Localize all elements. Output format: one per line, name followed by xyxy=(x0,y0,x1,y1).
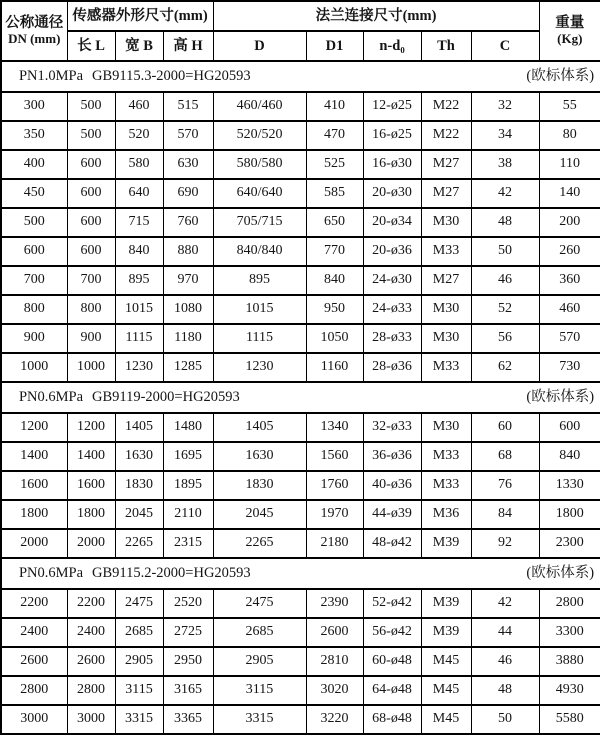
table-cell: 570 xyxy=(163,121,213,150)
table-cell: M22 xyxy=(421,121,471,150)
table-cell: 640/640 xyxy=(213,179,306,208)
table-cell: 4930 xyxy=(539,676,600,705)
table-cell: 56-ø42 xyxy=(363,618,421,647)
table-cell: 80 xyxy=(539,121,600,150)
table-cell: 1800 xyxy=(539,500,600,529)
table-cell: 3220 xyxy=(306,705,363,734)
table-cell: 525 xyxy=(306,150,363,179)
table-row xyxy=(1,237,600,266)
table-cell: 2475 xyxy=(115,589,163,618)
table-cell: M39 xyxy=(421,589,471,618)
table-cell: 2685 xyxy=(213,618,306,647)
table-cell: 38 xyxy=(471,150,539,179)
table-cell: 1200 xyxy=(1,413,67,442)
table-cell: 715 xyxy=(115,208,163,237)
table-cell: 730 xyxy=(539,353,600,382)
table-cell: 20-ø36 xyxy=(363,237,421,266)
table-cell: 5580 xyxy=(539,705,600,734)
table-cell: 1830 xyxy=(115,471,163,500)
table-row xyxy=(1,589,600,618)
table-cell: 1160 xyxy=(306,353,363,382)
subheader-cell-1: 宽 B xyxy=(115,31,163,61)
table-cell: 1000 xyxy=(67,353,115,382)
table-cell: 2000 xyxy=(1,529,67,558)
table-cell: 800 xyxy=(1,295,67,324)
table-cell: 1115 xyxy=(115,324,163,353)
pressure-rating-label: PN1.0MPa xyxy=(18,68,84,85)
table-cell: 500 xyxy=(67,121,115,150)
table-cell: 42 xyxy=(471,179,539,208)
table-row xyxy=(1,529,600,558)
table-cell: 2685 xyxy=(115,618,163,647)
table-cell: 470 xyxy=(306,121,363,150)
table-cell: 3300 xyxy=(539,618,600,647)
table-cell: 450 xyxy=(1,179,67,208)
table-cell: 140 xyxy=(539,179,600,208)
section-header-cell xyxy=(1,558,600,589)
table-cell: 2725 xyxy=(163,618,213,647)
table-cell: 360 xyxy=(539,266,600,295)
table-cell: 3165 xyxy=(163,676,213,705)
table-cell: 2520 xyxy=(163,589,213,618)
table-cell: 580/580 xyxy=(213,150,306,179)
table-cell: 350 xyxy=(1,121,67,150)
table-cell: 840 xyxy=(306,266,363,295)
section-header-content xyxy=(2,565,600,582)
table-cell: 1400 xyxy=(1,442,67,471)
table-cell: M33 xyxy=(421,442,471,471)
table-cell: 1630 xyxy=(213,442,306,471)
table-cell: 12-ø25 xyxy=(363,92,421,121)
table-cell: 1895 xyxy=(163,471,213,500)
table-cell: M27 xyxy=(421,179,471,208)
table-cell: 410 xyxy=(306,92,363,121)
table-cell: 20-ø34 xyxy=(363,208,421,237)
table-cell: 62 xyxy=(471,353,539,382)
table-cell: 46 xyxy=(471,266,539,295)
table-cell: 2600 xyxy=(306,618,363,647)
table-row xyxy=(1,471,600,500)
header-flange-dimensions-group: 法兰连接尺寸(mm) xyxy=(213,1,539,31)
table-cell: 1800 xyxy=(67,500,115,529)
table-cell: 1230 xyxy=(115,353,163,382)
table-cell: 110 xyxy=(539,150,600,179)
section-header-row-2 xyxy=(1,558,600,589)
table-cell: 840 xyxy=(115,237,163,266)
table-cell: 3115 xyxy=(213,676,306,705)
table-cell: 200 xyxy=(539,208,600,237)
subheader-cell-3: D xyxy=(213,31,306,61)
table-cell: 3315 xyxy=(115,705,163,734)
table-cell: 46 xyxy=(471,647,539,676)
standard-code-label: GB9115.3-2000=HG20593 xyxy=(92,68,251,85)
table-cell: 1970 xyxy=(306,500,363,529)
table-cell: 700 xyxy=(1,266,67,295)
table-cell: 50 xyxy=(471,237,539,266)
table-cell: 1630 xyxy=(115,442,163,471)
table-cell: 1080 xyxy=(163,295,213,324)
section-header-row-1 xyxy=(1,382,600,413)
table-cell: 460 xyxy=(539,295,600,324)
table-cell: 1015 xyxy=(213,295,306,324)
table-cell: 500 xyxy=(1,208,67,237)
table-cell: 84 xyxy=(471,500,539,529)
table-cell: 1015 xyxy=(115,295,163,324)
subheader-cell-4: D1 xyxy=(306,31,363,61)
table-cell: M36 xyxy=(421,500,471,529)
table-cell: 2200 xyxy=(1,589,67,618)
table-cell: 500 xyxy=(67,92,115,121)
section-header-cell xyxy=(1,61,600,92)
table-cell: 520 xyxy=(115,121,163,150)
table-row xyxy=(1,208,600,237)
table-cell: 56 xyxy=(471,324,539,353)
table-row xyxy=(1,676,600,705)
table-cell: 24-ø30 xyxy=(363,266,421,295)
table-cell: 760 xyxy=(163,208,213,237)
dn-title: 公称通径 xyxy=(5,15,64,32)
table-cell: 2400 xyxy=(1,618,67,647)
subheader-cell-0: 长 L xyxy=(67,31,115,61)
table-cell: 600 xyxy=(1,237,67,266)
table-cell: 2475 xyxy=(213,589,306,618)
table-row xyxy=(1,150,600,179)
table-cell: 55 xyxy=(539,92,600,121)
table-cell: 1405 xyxy=(115,413,163,442)
table-cell: M33 xyxy=(421,237,471,266)
table-cell: 2800 xyxy=(539,589,600,618)
table-cell: 16-ø25 xyxy=(363,121,421,150)
table-cell: 2950 xyxy=(163,647,213,676)
table-cell: 3315 xyxy=(213,705,306,734)
table-cell: 2045 xyxy=(213,500,306,529)
table-cell: 800 xyxy=(67,295,115,324)
table-cell: 2600 xyxy=(1,647,67,676)
table-cell: 1180 xyxy=(163,324,213,353)
table-cell: 1200 xyxy=(67,413,115,442)
table-row xyxy=(1,121,600,150)
table-row xyxy=(1,647,600,676)
table-cell: 40-ø36 xyxy=(363,471,421,500)
table-cell: 48 xyxy=(471,676,539,705)
table-header xyxy=(1,1,600,61)
table-cell: 1830 xyxy=(213,471,306,500)
table-cell: 2810 xyxy=(306,647,363,676)
table-cell: 44 xyxy=(471,618,539,647)
table-cell: 3115 xyxy=(115,676,163,705)
table-cell: 32-ø33 xyxy=(363,413,421,442)
table-cell: 2600 xyxy=(67,647,115,676)
table-cell: 2905 xyxy=(115,647,163,676)
table-cell: 690 xyxy=(163,179,213,208)
table-cell: 895 xyxy=(115,266,163,295)
section-header-row-0 xyxy=(1,61,600,92)
system-note-label: (欧标体系) xyxy=(526,68,595,85)
table-row xyxy=(1,413,600,442)
dn-unit: DN (mm) xyxy=(8,30,61,46)
table-cell: 515 xyxy=(163,92,213,121)
table-cell: 570 xyxy=(539,324,600,353)
table-cell: M45 xyxy=(421,676,471,705)
table-cell: 2180 xyxy=(306,529,363,558)
table-cell: 1330 xyxy=(539,471,600,500)
table-cell: 2265 xyxy=(213,529,306,558)
header-nominal-diameter xyxy=(1,1,67,61)
table-cell: 2905 xyxy=(213,647,306,676)
table-cell: 460 xyxy=(115,92,163,121)
table-cell: 1760 xyxy=(306,471,363,500)
table-cell: 2400 xyxy=(67,618,115,647)
table-cell: 24-ø33 xyxy=(363,295,421,324)
table-cell: 600 xyxy=(67,150,115,179)
table-cell: 2315 xyxy=(163,529,213,558)
subheader-cell-6: Th xyxy=(421,31,471,61)
table-cell: M30 xyxy=(421,413,471,442)
table-cell: 2800 xyxy=(67,676,115,705)
table-cell: 1230 xyxy=(213,353,306,382)
table-cell: 68-ø48 xyxy=(363,705,421,734)
table-row xyxy=(1,353,600,382)
table-cell: 640 xyxy=(115,179,163,208)
table-cell: 840 xyxy=(539,442,600,471)
table-cell: 300 xyxy=(1,92,67,121)
table-cell: 1285 xyxy=(163,353,213,382)
table-cell: 895 xyxy=(213,266,306,295)
table-cell: 520/520 xyxy=(213,121,306,150)
table-cell: 2800 xyxy=(1,676,67,705)
table-cell: 52-ø42 xyxy=(363,589,421,618)
table-cell: 20-ø30 xyxy=(363,179,421,208)
table-cell: 2110 xyxy=(163,500,213,529)
table-cell: 1800 xyxy=(1,500,67,529)
table-cell: 2045 xyxy=(115,500,163,529)
table-cell: 1600 xyxy=(1,471,67,500)
table-body xyxy=(1,61,600,734)
table-cell: 36-ø36 xyxy=(363,442,421,471)
table-cell: 840/840 xyxy=(213,237,306,266)
system-note-label: (欧标体系) xyxy=(526,565,595,582)
table-cell: M30 xyxy=(421,208,471,237)
table-cell: 68 xyxy=(471,442,539,471)
table-row xyxy=(1,500,600,529)
table-cell: 1400 xyxy=(67,442,115,471)
table-cell: 1695 xyxy=(163,442,213,471)
table-row xyxy=(1,295,600,324)
table-cell: 1340 xyxy=(306,413,363,442)
table-cell: 52 xyxy=(471,295,539,324)
standard-code-label: GB9119-2000=HG20593 xyxy=(92,389,240,406)
table-cell: M30 xyxy=(421,295,471,324)
standard-code-label: GB9115.2-2000=HG20593 xyxy=(92,565,251,582)
table-cell: 260 xyxy=(539,237,600,266)
table-cell: 650 xyxy=(306,208,363,237)
table-cell: 16-ø30 xyxy=(363,150,421,179)
subheader-cell-5: n-d₀ xyxy=(363,31,421,61)
table-cell: 1405 xyxy=(213,413,306,442)
table-cell: 34 xyxy=(471,121,539,150)
table-cell: 600 xyxy=(67,179,115,208)
table-cell: 400 xyxy=(1,150,67,179)
table-cell: 3880 xyxy=(539,647,600,676)
table-cell: 2200 xyxy=(67,589,115,618)
table-row xyxy=(1,266,600,295)
table-row xyxy=(1,179,600,208)
table-cell: 580 xyxy=(115,150,163,179)
pressure-rating-label: PN0.6MPa xyxy=(18,389,84,406)
table-cell: M33 xyxy=(421,471,471,500)
table-cell: 2265 xyxy=(115,529,163,558)
header-weight xyxy=(539,1,600,61)
table-cell: 600 xyxy=(67,208,115,237)
table-cell: 900 xyxy=(1,324,67,353)
table-cell: 48 xyxy=(471,208,539,237)
table-cell: 48-ø42 xyxy=(363,529,421,558)
table-cell: M39 xyxy=(421,618,471,647)
system-note-label: (欧标体系) xyxy=(526,389,595,406)
table-cell: 585 xyxy=(306,179,363,208)
table-cell: 1560 xyxy=(306,442,363,471)
weight-unit: (Kg) xyxy=(557,30,583,46)
table-cell: 700 xyxy=(67,266,115,295)
sub-header-row xyxy=(1,31,600,61)
table-cell: 28-ø36 xyxy=(363,353,421,382)
table-cell: 2390 xyxy=(306,589,363,618)
table-cell: 50 xyxy=(471,705,539,734)
section-header-content xyxy=(2,389,600,406)
table-cell: M33 xyxy=(421,353,471,382)
table-row xyxy=(1,92,600,121)
table-cell: M22 xyxy=(421,92,471,121)
table-cell: 44-ø39 xyxy=(363,500,421,529)
section-header-content xyxy=(2,68,600,85)
pressure-rating-label: PN0.6MPa xyxy=(18,565,84,582)
table-cell: 64-ø48 xyxy=(363,676,421,705)
table-cell: 92 xyxy=(471,529,539,558)
table-row xyxy=(1,442,600,471)
table-cell: M27 xyxy=(421,266,471,295)
section-header-cell xyxy=(1,382,600,413)
table-cell: 1115 xyxy=(213,324,306,353)
table-cell: M39 xyxy=(421,529,471,558)
table-cell: 32 xyxy=(471,92,539,121)
table-cell: M45 xyxy=(421,705,471,734)
weight-title: 重量 xyxy=(555,15,585,32)
table-row xyxy=(1,618,600,647)
table-cell: 1050 xyxy=(306,324,363,353)
table-cell: 3000 xyxy=(1,705,67,734)
table-cell: M30 xyxy=(421,324,471,353)
table-cell: 630 xyxy=(163,150,213,179)
table-row xyxy=(1,324,600,353)
table-cell: 1600 xyxy=(67,471,115,500)
table-cell: 60-ø48 xyxy=(363,647,421,676)
table-row xyxy=(1,705,600,734)
table-cell: 2300 xyxy=(539,529,600,558)
subheader-cell-2: 高 H xyxy=(163,31,213,61)
table-cell: 3000 xyxy=(67,705,115,734)
table-cell: 705/715 xyxy=(213,208,306,237)
table-cell: 3365 xyxy=(163,705,213,734)
table-cell: 600 xyxy=(67,237,115,266)
table-cell: 900 xyxy=(67,324,115,353)
table-cell: 60 xyxy=(471,413,539,442)
table-cell: 770 xyxy=(306,237,363,266)
table-cell: 1480 xyxy=(163,413,213,442)
table-cell: 1000 xyxy=(1,353,67,382)
subheader-cell-7: C xyxy=(471,31,539,61)
table-cell: M45 xyxy=(421,647,471,676)
table-cell: 76 xyxy=(471,471,539,500)
table-cell: 28-ø33 xyxy=(363,324,421,353)
table-cell: 880 xyxy=(163,237,213,266)
table-cell: 42 xyxy=(471,589,539,618)
table-cell: 600 xyxy=(539,413,600,442)
table-cell: 3020 xyxy=(306,676,363,705)
table-cell: 460/460 xyxy=(213,92,306,121)
table-cell: 950 xyxy=(306,295,363,324)
table-cell: M27 xyxy=(421,150,471,179)
table-cell: 970 xyxy=(163,266,213,295)
table-cell: 2000 xyxy=(67,529,115,558)
header-sensor-dimensions-group: 传感器外形尺寸(mm) xyxy=(67,1,213,31)
